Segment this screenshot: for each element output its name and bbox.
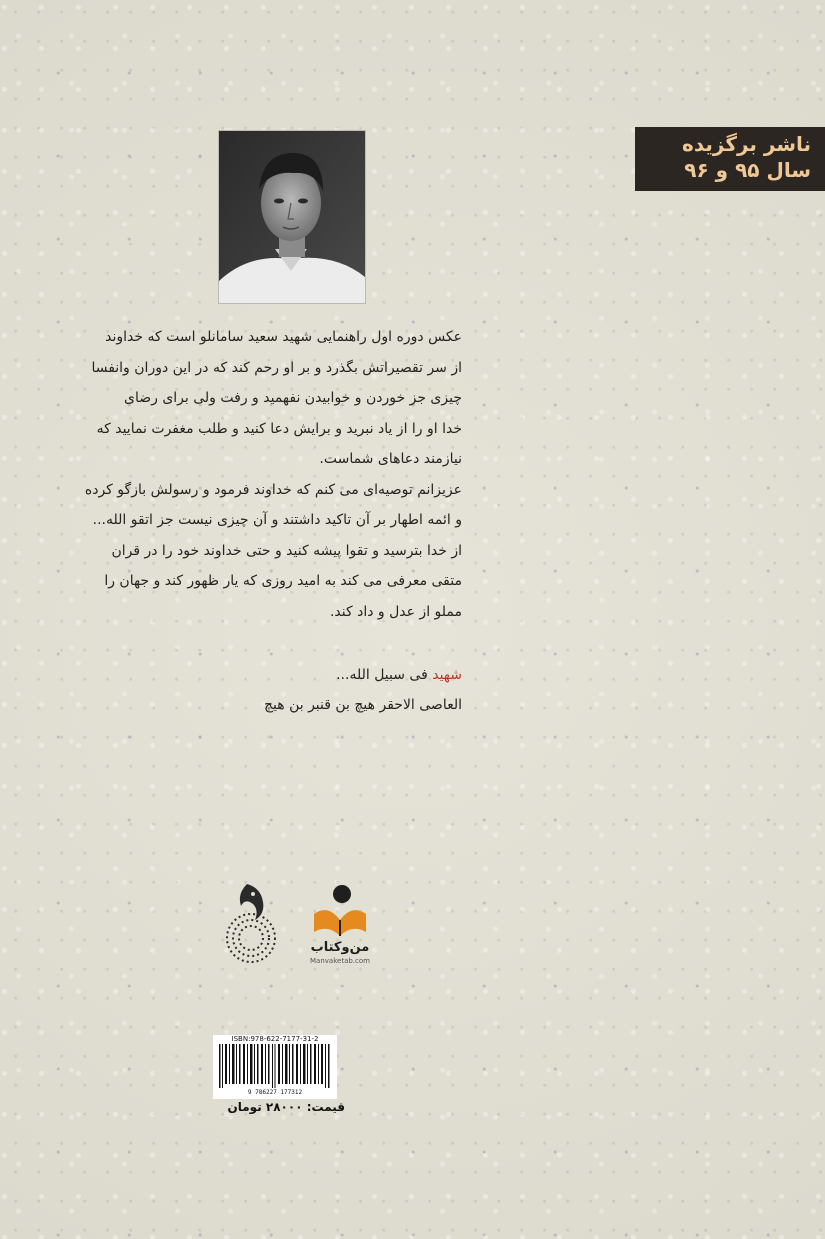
signature	[200, 660, 462, 720]
text-line: و ائمه اطهار بر آن تاکید داشتند و آن چیزی نیست جز اتقو الله...	[92, 512, 462, 528]
text-line: از سر تقصیراتش بگذرد و بر او رحم کند که در این دوران وانفسا	[91, 359, 462, 376]
body-text	[84, 322, 462, 627]
text-line: متقی معرفی می کند به امید روزی که یار ظهور کند و جهان را	[104, 573, 462, 589]
paragraph-2	[84, 475, 462, 628]
isbn-digits: 9 786227 177312	[247, 1089, 303, 1096]
isbn-block	[213, 1035, 337, 1099]
award-badge	[635, 127, 825, 191]
peacock-logo	[209, 880, 293, 966]
text-line: مملو از عدل و داد کند.	[329, 603, 462, 620]
text-line: چیزی جز خوردن و خوابیدن نفهمید و رفت ولی برای رضای	[124, 390, 462, 406]
signature-accent: شهید	[432, 667, 462, 683]
signature-rest: فی سبیل الله...	[336, 667, 433, 683]
publisher-website: Manvaketab.com	[310, 957, 370, 965]
text-line: خدا او را از یاد نبرید و برایش دعا کنید و طلب مغفرت نمایید که	[96, 420, 462, 437]
barcode	[217, 1044, 333, 1088]
isbn-label: ISBN:978-622-7177-31-2	[231, 1035, 319, 1043]
publisher-label	[300, 940, 380, 965]
badge-line-1: ناشر برگزیده	[682, 132, 811, 156]
author-photo	[219, 131, 365, 303]
paragraph-1	[91, 322, 462, 475]
badge-line-2: سال ۹۵ و ۹۶	[684, 158, 811, 182]
price-label: قیمت: ۲۸۰۰۰ تومان	[227, 1100, 345, 1114]
text-line: از خدا بترسید و تقوا پیشه کنید و حتی خداوند خود را در قران	[111, 542, 462, 559]
text-line: عزیزانم توصیه‌ای می کنم که خداوند فرمود و رسولش بازگو کرده	[84, 481, 462, 498]
signature-line-2: العاصی الاحقر هیچ بن قنبر بن هیچ	[263, 697, 462, 713]
text-line: نیازمند دعاهای شماست.	[319, 451, 462, 467]
publisher-name: من‌وکتاب	[310, 940, 370, 955]
signature-line-1	[200, 660, 462, 690]
text-line: عکس دوره اول راهنمایی شهید سعید سامانلو است که خداوند	[105, 329, 462, 345]
